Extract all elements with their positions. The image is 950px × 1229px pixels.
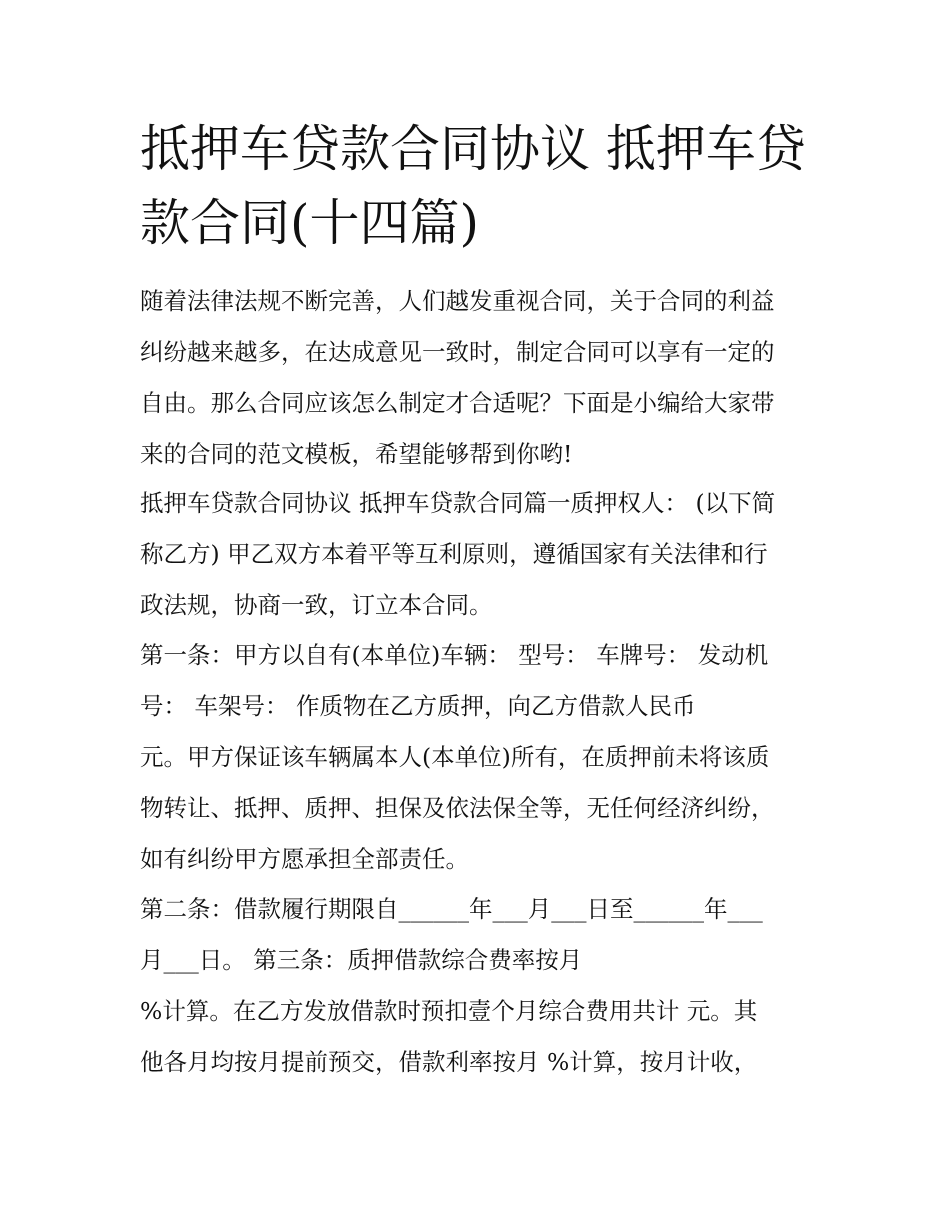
text-line: %计算。在乙方发放借款时预扣壹个月综合费用共计 元。其 bbox=[140, 997, 758, 1025]
text-line: 来的合同的范文模板，希望能够帮到你哟! bbox=[140, 440, 573, 468]
text-line: 号： 车架号： 作质物在乙方质押，向乙方借款人民币 bbox=[140, 692, 696, 720]
intro-paragraph bbox=[140, 276, 820, 480]
text-line: 月___日。 第三条：质押借款综合费率按月 bbox=[140, 946, 583, 974]
text-line: 第一条：甲方以自有(本单位)车辆： 型号： 车牌号： 发动机 bbox=[140, 641, 769, 669]
text-line: 他各月均按月提前预交，借款利率按月 %计算，按月计收， bbox=[140, 1048, 758, 1076]
article-two-paragraph bbox=[140, 884, 820, 986]
title-line-2: 款合同(十四篇) bbox=[140, 194, 480, 252]
text-line: 政法规，协商一致，订立本合同。 bbox=[140, 591, 493, 619]
text-line: 随着法律法规不断完善，人们越发重视合同，关于合同的利益 bbox=[140, 287, 775, 315]
article-one-paragraph bbox=[140, 630, 820, 885]
document-title bbox=[140, 112, 820, 260]
text-line: 称乙方) 甲乙双方本着平等互利原则，遵循国家有关法律和行 bbox=[140, 540, 768, 568]
text-line: 纠纷越来越多，在达成意见一致时，制定合同可以享有一定的 bbox=[140, 338, 775, 366]
text-line: 自由。那么合同应该怎么制定才合适呢？下面是小编给大家带 bbox=[140, 389, 775, 417]
text-line: 如有纠纷甲方愿承担全部责任。 bbox=[140, 845, 469, 873]
text-line: 抵押车贷款合同协议 抵押车贷款合同篇一质押权人： (以下简 bbox=[140, 489, 776, 517]
contract-intro-paragraph bbox=[140, 478, 820, 631]
text-line: 元。甲方保证该车辆属本人(本单位)所有，在质押前未将该质 bbox=[140, 743, 770, 771]
text-line: 物转让、抵押、质押、担保及依法保全等，无任何经济纠纷， bbox=[140, 794, 775, 822]
title-line-1: 抵押车贷款合同协议 抵押车贷 bbox=[140, 120, 806, 178]
text-line: 第二条：借款履行期限自______年___月___日至______年___ bbox=[140, 895, 763, 923]
fee-paragraph bbox=[140, 986, 820, 1088]
